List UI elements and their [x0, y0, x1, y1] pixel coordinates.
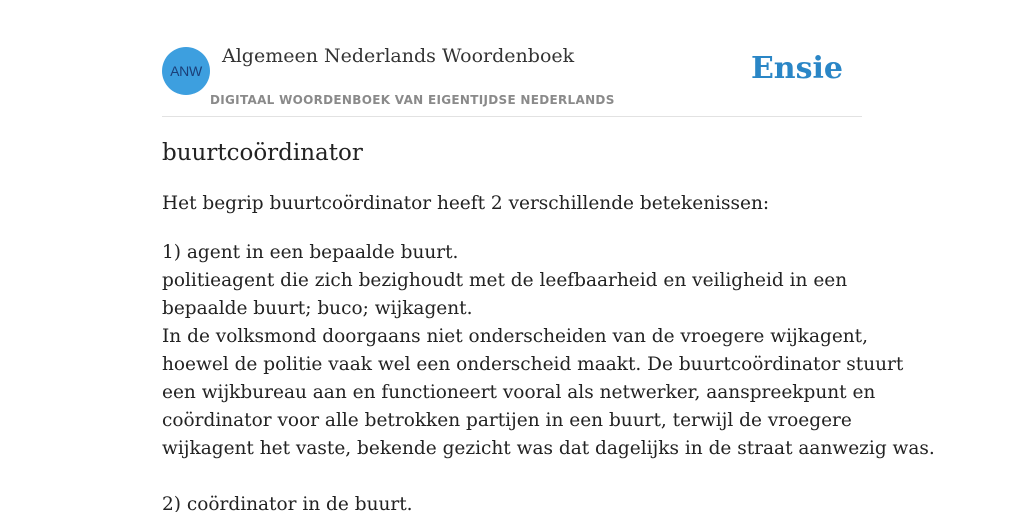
meaning-line: wijkagent het vaste, bekende gezicht was dat dagelijks in de straat aanwezig was.	[162, 438, 935, 459]
meaning-line: hoewel de politie vaak wel een onderscheid maakt. De buurtcoördinator stuurt	[162, 354, 904, 375]
meaning-line: een wijkbureau aan en functioneert vooral als netwerker, aanspreekpunt en	[162, 382, 876, 403]
meaning-line: bepaalde buurt; buco; wijkagent.	[162, 298, 473, 319]
site-header	[162, 0, 862, 117]
meaning-line: In de volksmond doorgaans niet onderscheiden van de vroegere wijkagent,	[162, 326, 868, 347]
meaning-line: coördinator voor alle betrokken partijen in een buurt, terwijl de vroegere	[162, 410, 852, 431]
meaning-1	[162, 239, 935, 463]
meaning-line: 1) agent in een bepaalde buurt.	[162, 242, 459, 263]
entry-word: buurtcoördinator	[162, 140, 363, 166]
dictionary-title[interactable]: Algemeen Nederlands Woordenboek	[222, 45, 575, 67]
meaning-2	[162, 491, 872, 512]
meaning-line: politieagent die zich bezighoudt met de leefbaarheid en veiligheid in een	[162, 270, 848, 291]
entry-intro: Het begrip buurtcoördinator heeft 2 verschillende betekenissen:	[162, 193, 770, 214]
anw-logo[interactable]: ANW	[162, 47, 210, 95]
ensie-brand-link[interactable]: Ensie	[750, 51, 843, 86]
dictionary-subtitle: DIGITAAL WOORDENBOEK VAN EIGENTIJDSE NEDERLANDS	[210, 93, 615, 107]
meaning-line: 2) coördinator in de buurt.	[162, 494, 413, 512]
